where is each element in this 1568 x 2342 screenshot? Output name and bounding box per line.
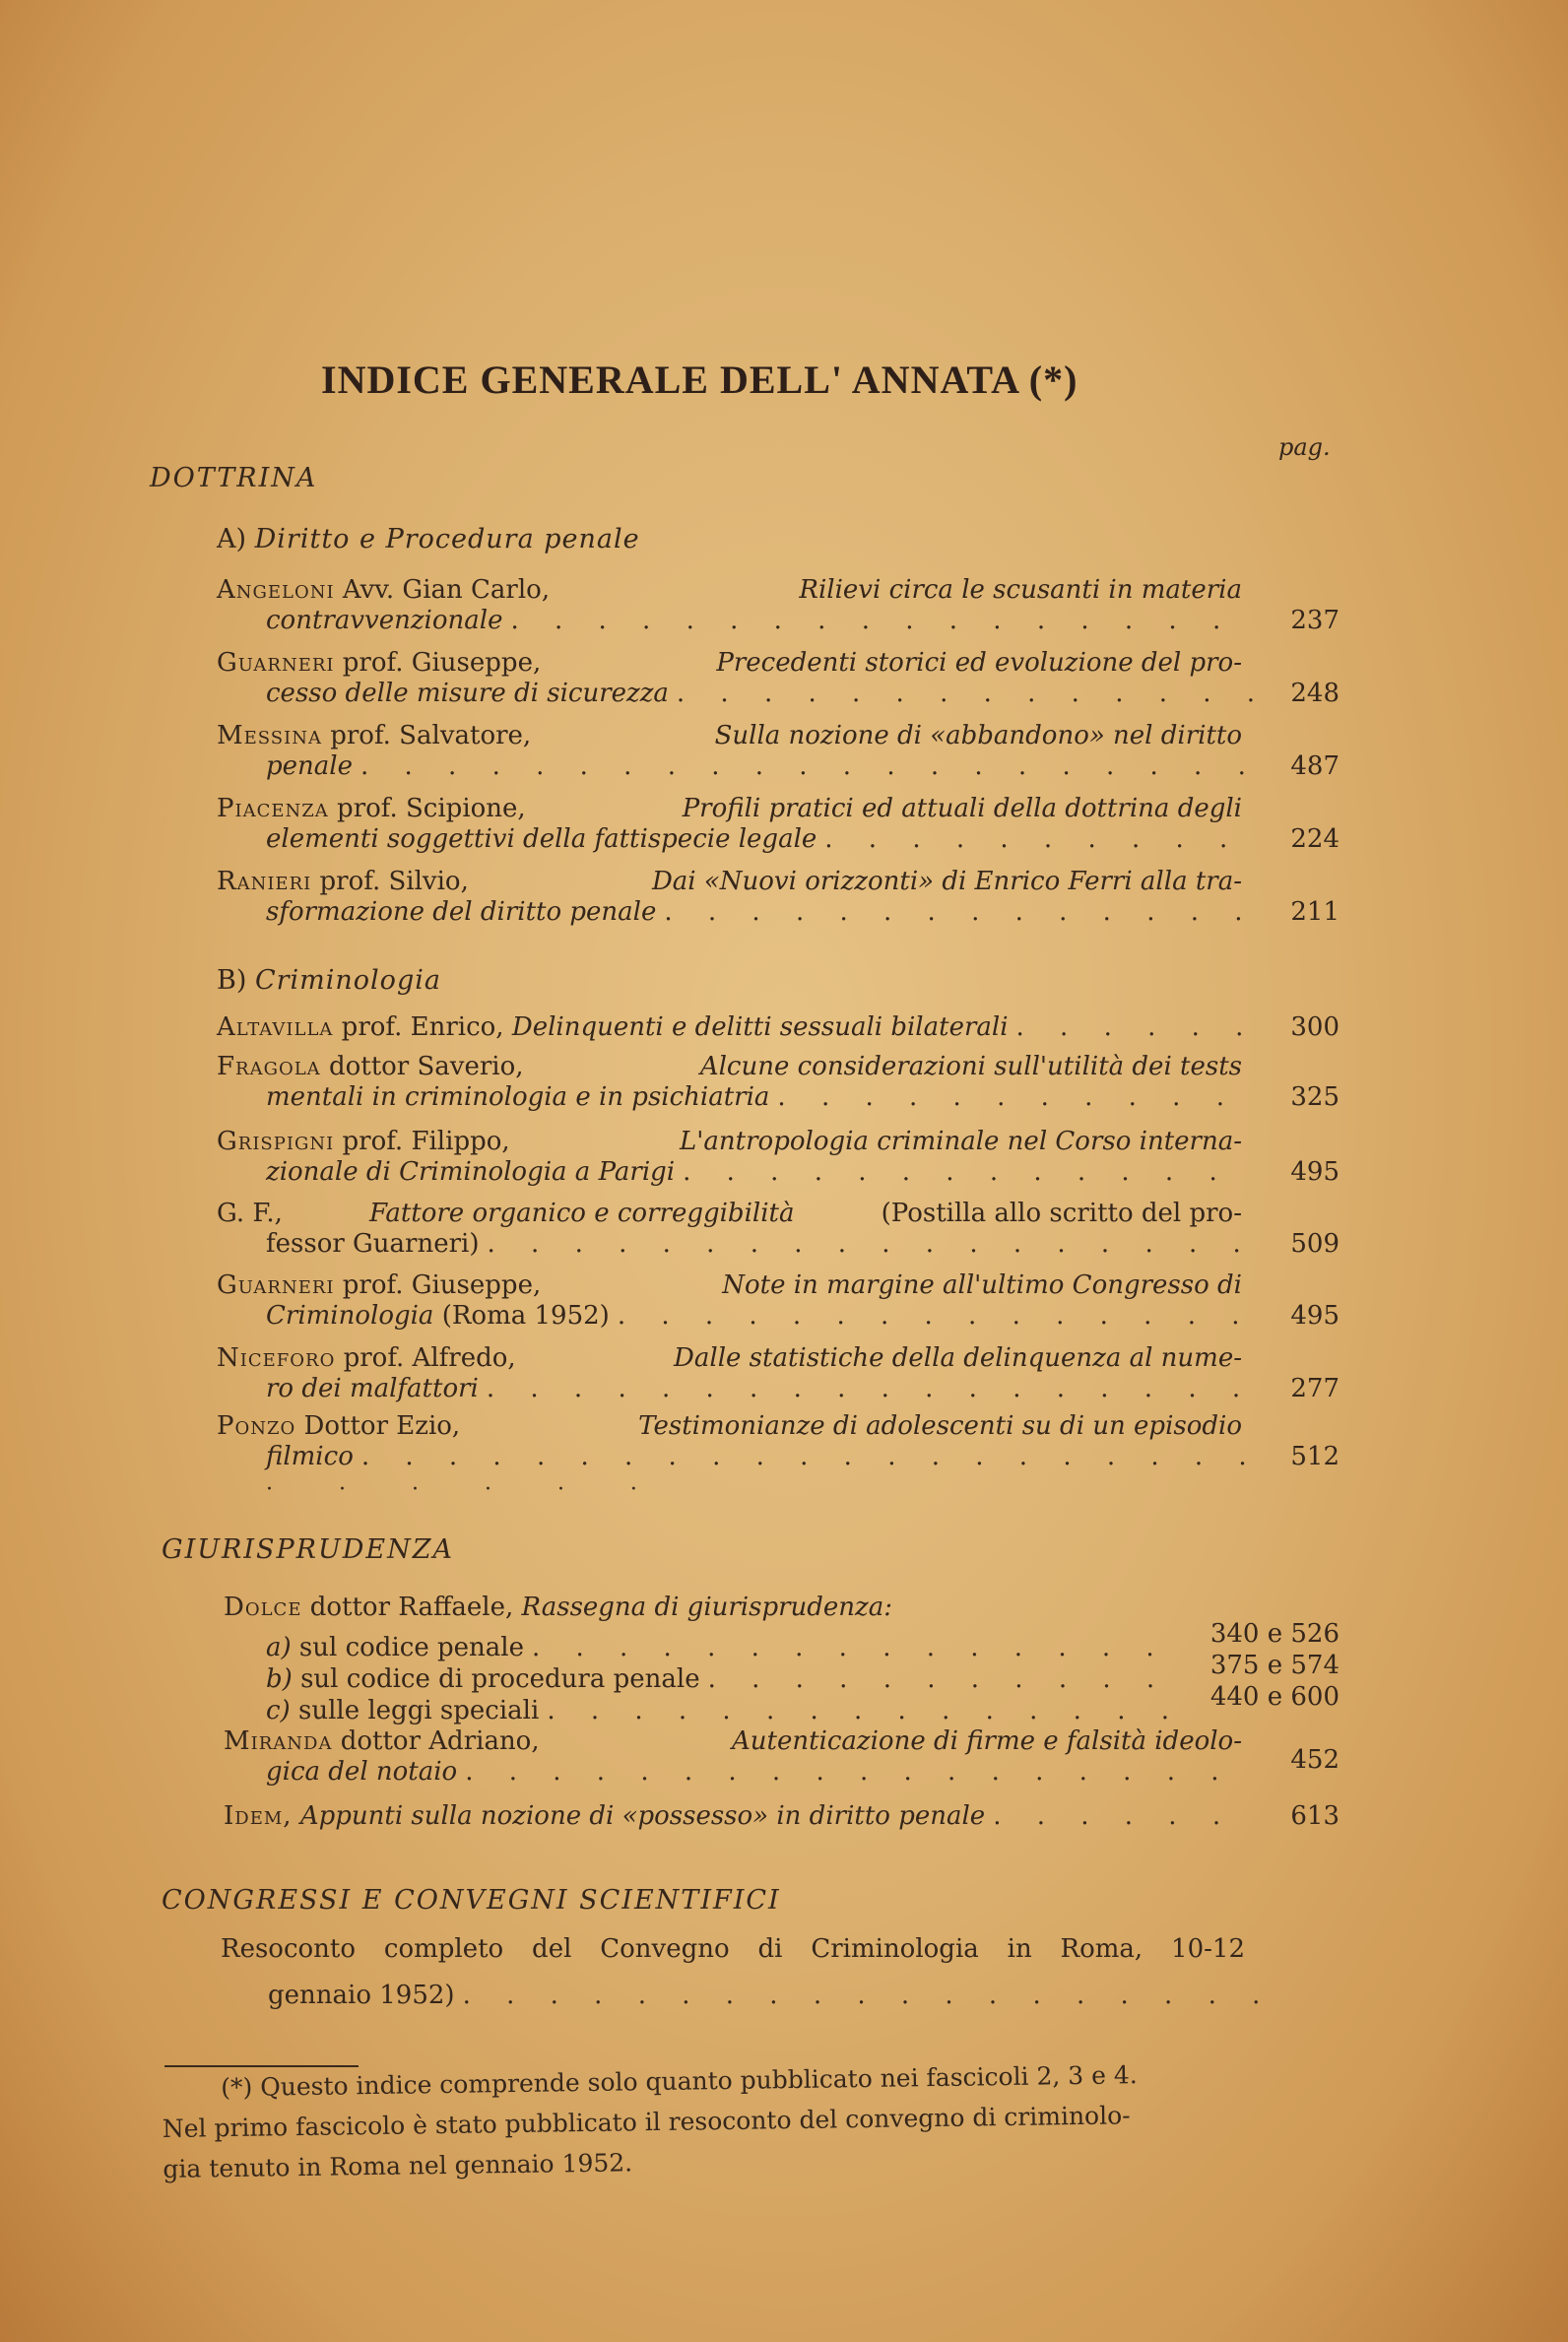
dot-leader	[824, 824, 1253, 855]
entry-author-rest: prof. Enrico,	[341, 1012, 504, 1042]
index-entry	[217, 1052, 1339, 1113]
index-entry	[217, 794, 1339, 855]
dot-leader	[993, 1801, 1253, 1832]
entry-page: 509	[1290, 1229, 1339, 1259]
dot-leader	[361, 1442, 1253, 1472]
sub-entry	[266, 1651, 1339, 1695]
dot-leader	[488, 1229, 1253, 1260]
index-entry	[224, 1593, 1346, 1623]
section-giurisprudenza: GIURISPRUDENZA	[162, 1534, 454, 1565]
dot-leader	[463, 1981, 1284, 2011]
entry-title-cont: filmico	[266, 1442, 354, 1471]
entry-page: 375 e 574	[1209, 1651, 1339, 1680]
entry-author-rest: prof. Silvio,	[319, 867, 469, 896]
entry-author-rest: dottor Raffaele,	[309, 1593, 514, 1622]
entry-author: Ranieri	[217, 867, 312, 896]
entry-note: (Postilla allo scritto del pro-	[881, 1199, 1242, 1228]
entry-author-rest: Dottor Ezio,	[303, 1411, 461, 1441]
index-entry	[217, 1270, 1339, 1332]
entry-title-cont: gica del notaio	[266, 1757, 458, 1787]
entry-title-cont: cesso delle misure di sicurezza	[266, 679, 669, 708]
index-entry	[217, 648, 1339, 709]
entry-title: Appunti sulla nozione di «possesso» in diritto penale	[299, 1801, 986, 1831]
dot-leader	[708, 1664, 1184, 1695]
entry-title-cont: contravvenzionale	[266, 606, 503, 635]
entry-page: 224	[1290, 824, 1339, 854]
dot-leader	[510, 606, 1253, 636]
dot-leader	[547, 1696, 1184, 1726]
subsection-a-label: A)	[217, 524, 247, 554]
entry-page: 512	[1290, 1442, 1339, 1471]
entry-page: 300	[1290, 1012, 1339, 1042]
index-entry	[224, 1726, 1346, 1788]
entry-author: Altavilla	[217, 1012, 334, 1042]
entry-author-rest: prof. Filippo,	[342, 1127, 510, 1156]
entry-title: Autenticazione di firme e falsità ideolo-	[731, 1726, 1242, 1756]
entry-author: Ponzo	[217, 1411, 296, 1441]
entry-title-cont: zionale di Criminologia a Parigi	[266, 1157, 676, 1187]
index-entry	[217, 1199, 1339, 1260]
dot-leader	[1016, 1012, 1253, 1043]
subsection-b-title: Criminologia	[254, 965, 441, 996]
dot-leader	[777, 1082, 1253, 1113]
dot-leader	[532, 1633, 1184, 1663]
index-entry	[224, 1801, 1346, 1832]
entry-title: Rassegna di giurisprudenza:	[521, 1593, 893, 1622]
entry-author: Fragola	[217, 1052, 321, 1081]
entry-page: 452	[1290, 1745, 1339, 1775]
entry-text: Resoconto completo del Convegno di Criminologia in Roma, 10-12	[221, 1934, 1245, 1964]
sub-entry-text: sul codice penale	[298, 1633, 524, 1662]
footnote	[162, 2051, 1345, 2189]
index-entry	[217, 1127, 1339, 1188]
entry-page: 248	[1290, 679, 1339, 708]
entry-author-rest: prof. Giuseppe,	[342, 648, 542, 678]
entry-title-cont: elementi soggettivi della fattispecie legale	[266, 824, 817, 854]
subsection-b	[217, 965, 441, 996]
index-entry	[217, 721, 1339, 782]
entry-title: Dalle statistiche della delinquenza al nume-	[674, 1343, 1242, 1373]
section-congressi: CONGRESSI E CONVEGNI SCIENTIFICI	[162, 1885, 781, 1916]
entry-title-cont: sformazione del diritto penale	[266, 897, 657, 927]
sub-entry-letter: a)	[266, 1633, 292, 1662]
entry-title: Precedenti storici ed evoluzione del pro-	[716, 648, 1242, 678]
dot-leader	[487, 1374, 1253, 1404]
entry-title-cont: ro dei malfattori	[266, 1374, 479, 1403]
index-entry	[221, 1934, 1343, 2011]
entry-author: Guarneri	[217, 1270, 335, 1300]
entry-title: Delinquenti e delitti sessuali bilaterali	[511, 1012, 1009, 1042]
entry-page: 237	[1290, 606, 1339, 635]
index-entry	[217, 575, 1339, 636]
sub-entry-letter: b)	[266, 1664, 293, 1694]
entry-author-rest: prof. Salvatore,	[330, 721, 532, 750]
separator-dots: · · · · · ·	[266, 1477, 667, 1502]
footnote-line: gia tenuto in Roma nel gennaio 1952.	[163, 2148, 633, 2183]
dot-leader	[677, 679, 1253, 709]
section-dottrina: DOTTRINA	[150, 463, 318, 493]
subsection-a	[217, 524, 640, 554]
dot-leader	[618, 1301, 1253, 1332]
subsection-b-label: B)	[217, 965, 247, 996]
entry-author: Messina	[217, 721, 322, 750]
entry-note-cont: (Roma 1952)	[441, 1301, 610, 1331]
entry-author: Grispigni	[217, 1127, 335, 1156]
entry-title-cont: mentali in criminologia e in psichiatria	[266, 1082, 770, 1112]
entry-page: 340 e 526	[1209, 1619, 1339, 1649]
entry-author-rest: prof. Giuseppe,	[342, 1270, 542, 1300]
entry-title: Profili pratici ed attuali della dottrina degli	[682, 794, 1242, 823]
entry-author: Miranda	[224, 1726, 333, 1756]
entry-page: 613	[1290, 1801, 1339, 1831]
dot-leader	[664, 897, 1253, 928]
entry-title: Alcune considerazioni sull'utilità dei tests	[699, 1052, 1242, 1081]
entry-title: Dai «Nuovi orizzonti» di Enrico Ferri alla tra-	[651, 867, 1242, 896]
entry-title: Note in margine all'ultimo Congresso di	[722, 1270, 1242, 1300]
entry-author: Piacenza	[217, 794, 329, 823]
dot-leader	[465, 1757, 1253, 1788]
entry-title: Testimonianze di adolescenti su di un episodio	[638, 1411, 1242, 1441]
subsection-a-title: Diritto e Procedura penale	[254, 524, 640, 554]
entry-author-rest: dottor Adriano,	[340, 1726, 540, 1756]
entry-page: 487	[1290, 751, 1339, 781]
entry-title: L'antropologia criminale nel Corso interna-	[680, 1127, 1242, 1156]
entry-title: Rilievi circa le scusanti in materia	[799, 575, 1242, 605]
sub-entry	[266, 1682, 1339, 1726]
entry-title-cont: Criminologia	[266, 1301, 434, 1331]
entry-note-cont: fessor Guarneri)	[266, 1229, 480, 1259]
entry-page: 495	[1290, 1301, 1339, 1331]
page-column-label: pag.	[1278, 433, 1331, 461]
sub-entry-letter: c)	[266, 1696, 291, 1725]
entry-author-rest: G. F.,	[217, 1199, 283, 1228]
sub-entry-text: sul codice di procedura penale	[300, 1664, 700, 1694]
entry-author: Guarneri	[217, 648, 335, 678]
entry-page: 325	[1290, 1082, 1339, 1112]
entry-page: 440 e 600	[1209, 1682, 1339, 1712]
footnote-line: Nel primo fascicolo è stato pubblicato il resoconto del convegno di criminolo-	[162, 2101, 1131, 2143]
entry-page: 495	[1290, 1157, 1339, 1187]
page-title: INDICE GENERALE DELL' ANNATA (*)	[321, 358, 1078, 402]
sub-entry-text: sulle leggi speciali	[297, 1696, 540, 1725]
entry-title-cont: penale	[266, 751, 353, 781]
entry-author: Angeloni	[217, 575, 335, 605]
entry-author-rest: dottor Saverio,	[328, 1052, 524, 1081]
entry-author-rest: prof. Scipione,	[337, 794, 526, 823]
entry-title: Fattore organico e correggibilità	[369, 1199, 795, 1228]
entry-text-cont: gennaio 1952)	[268, 1981, 455, 2010]
dot-leader	[360, 751, 1253, 782]
footnote-line: (*) Questo indice comprende solo quanto pubblicato nei fascicoli 2, 3 e 4.	[221, 2060, 1138, 2103]
entry-author: Dolce	[224, 1593, 302, 1622]
entry-author-rest: prof. Alfredo,	[343, 1343, 516, 1373]
entry-page: 277	[1290, 1374, 1339, 1403]
entry-page: 211	[1290, 897, 1339, 927]
index-entry	[217, 1343, 1339, 1404]
entry-author: Idem,	[224, 1801, 293, 1831]
entry-author: Niceforo	[217, 1343, 336, 1373]
entry-title: Sulla nozione di «abbandono» nel diritto	[714, 721, 1242, 750]
entry-author-rest: Avv. Gian Carlo,	[342, 575, 551, 605]
index-entry	[217, 1411, 1339, 1472]
sub-entry	[266, 1619, 1339, 1663]
index-entry	[217, 867, 1339, 928]
dot-leader	[683, 1157, 1253, 1188]
index-entry	[217, 1012, 1339, 1043]
